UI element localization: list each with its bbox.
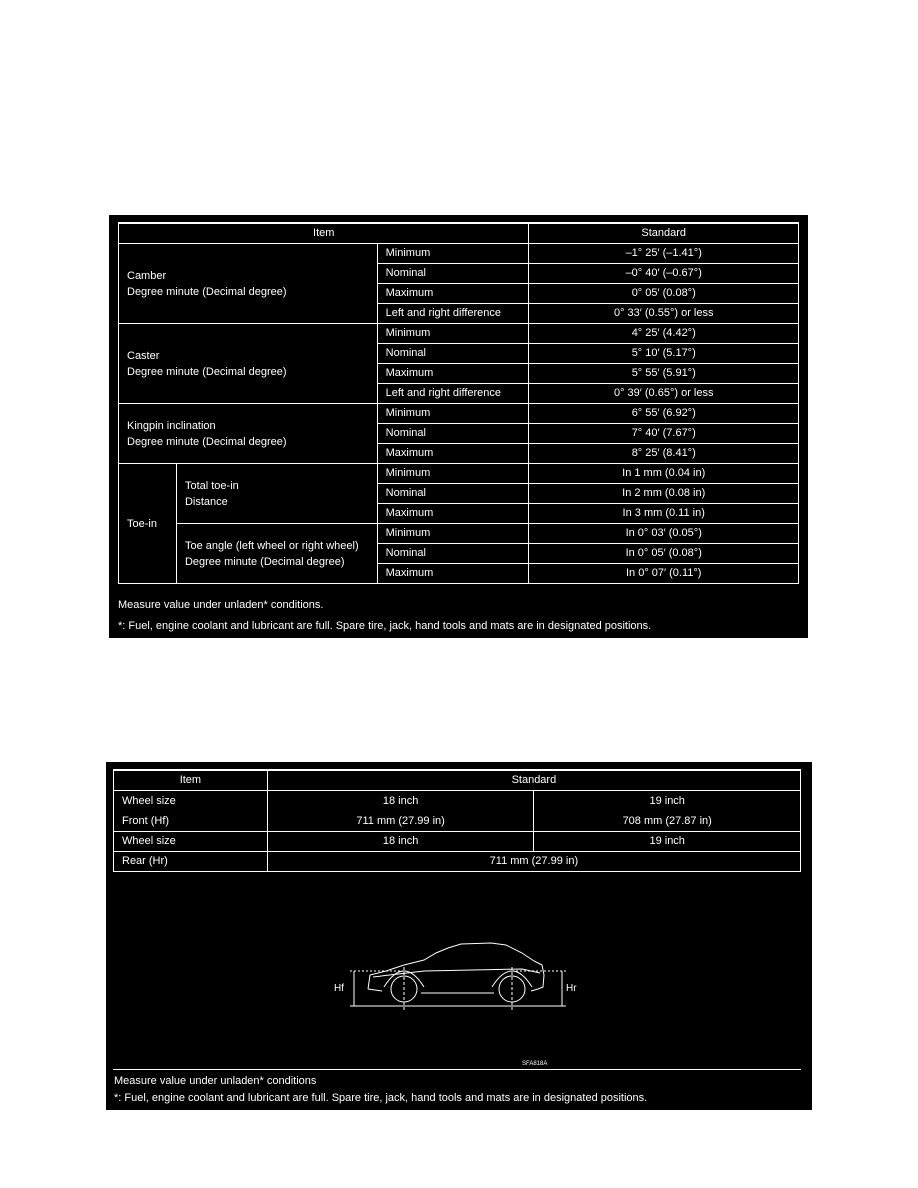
table-row (119, 244, 799, 264)
rear-value: 711 mm (27.99 in) (267, 852, 800, 872)
row-value: 5° 10′ (5.17°) (529, 344, 799, 364)
table-row (119, 324, 799, 344)
footnote: *: Fuel, engine coolant and lubricant are full. Spare tire, jack, hand tools and mats are in designated positions. (114, 1092, 648, 1104)
row-name: Left and right difference (377, 304, 529, 324)
row-name: Maximum (377, 364, 529, 384)
front-19-cell: 19 inch 708 mm (27.87 in) (534, 791, 801, 832)
row-value: In 0° 03′ (0.05°) (529, 524, 799, 544)
rear-size-19: 19 inch (534, 832, 801, 852)
hf-label: Hf (334, 983, 344, 994)
header-standard: Standard (267, 770, 800, 791)
row-name: Minimum (377, 244, 529, 264)
row-value: 7° 40′ (7.67°) (529, 424, 799, 444)
unladen-note: Measure value under unladen* conditions. (118, 599, 324, 611)
row-value: In 1 mm (0.04 in) (529, 464, 799, 484)
row-name: Minimum (377, 324, 529, 344)
row-value: In 2 mm (0.08 in) (529, 484, 799, 504)
row-value: In 3 mm (0.11 in) (529, 504, 799, 524)
wheel-alignment-panel (109, 215, 808, 638)
row-name: Maximum (377, 504, 529, 524)
row-name: Nominal (377, 484, 529, 504)
row-value: –1° 25′ (–1.41°) (529, 244, 799, 264)
row-value: 4° 25′ (4.42°) (529, 324, 799, 344)
wheel-alignment-table (118, 222, 799, 584)
row-name: Maximum (377, 564, 529, 584)
table-row (119, 524, 799, 544)
row-name: Nominal (377, 424, 529, 444)
row-value: 6° 55′ (6.92°) (529, 404, 799, 424)
table-row (114, 832, 801, 852)
row-value: 8° 25′ (8.41°) (529, 444, 799, 464)
table-row (119, 464, 799, 484)
row-name: Maximum (377, 444, 529, 464)
ride-height-panel (106, 762, 812, 1110)
row-name: Nominal (377, 344, 529, 364)
table-row (114, 852, 801, 872)
car-side-line (373, 969, 540, 977)
rear-size-18: 18 inch (267, 832, 534, 852)
table-header-row (114, 770, 801, 791)
rear-size-label: Wheel size (114, 832, 268, 852)
row-name: Minimum (377, 464, 529, 484)
footnote: *: Fuel, engine coolant and lubricant are full. Spare tire, jack, hand tools and mats are in designated positions. (118, 620, 652, 632)
header-item: Item (114, 770, 268, 791)
header-standard: Standard (529, 223, 799, 244)
row-value: 0° 33′ (0.55°) or less (529, 304, 799, 324)
row-name: Nominal (377, 544, 529, 564)
car-body-outline (368, 943, 544, 989)
caster-label: Caster Degree minute (Decimal degree) (119, 324, 378, 404)
row-name: Nominal (377, 264, 529, 284)
row-value: 5° 55′ (5.91°) (529, 364, 799, 384)
row-value: In 0° 07′ (0.11°) (529, 564, 799, 584)
vehicle-height-diagram (326, 927, 606, 1077)
row-value: –0° 40′ (–0.67°) (529, 264, 799, 284)
figure-code: SFA818A (522, 1061, 548, 1067)
header-item: Item (119, 223, 529, 244)
camber-label: Camber Degree minute (Decimal degree) (119, 244, 378, 324)
kingpin-label: Kingpin inclination Degree minute (Decimal degree) (119, 404, 378, 464)
divider (113, 1069, 801, 1070)
row-name: Left and right difference (377, 384, 529, 404)
row-value: In 0° 05′ (0.08°) (529, 544, 799, 564)
row-value: 0° 05′ (0.08°) (529, 284, 799, 304)
row-name: Maximum (377, 284, 529, 304)
table-header-row (119, 223, 799, 244)
front-label: Wheel size Front (Hf) (114, 791, 268, 832)
total-toe-in-label: Total toe-in Distance (176, 464, 377, 524)
row-name: Minimum (377, 404, 529, 424)
toe-angle-label: Toe angle (left wheel or right wheel) Degree minute (Decimal degree) (176, 524, 377, 584)
table-row (114, 791, 801, 832)
toe-in-label: Toe-in (119, 464, 177, 584)
unladen-note: Measure value under unladen* conditions (114, 1075, 317, 1087)
rear-label: Rear (Hr) (114, 852, 268, 872)
row-name: Minimum (377, 524, 529, 544)
hr-label: Hr (566, 983, 577, 994)
front-18-cell: 18 inch 711 mm (27.99 in) (267, 791, 534, 832)
ride-height-table (113, 769, 801, 872)
table-row (119, 404, 799, 424)
row-value: 0° 39′ (0.65°) or less (529, 384, 799, 404)
